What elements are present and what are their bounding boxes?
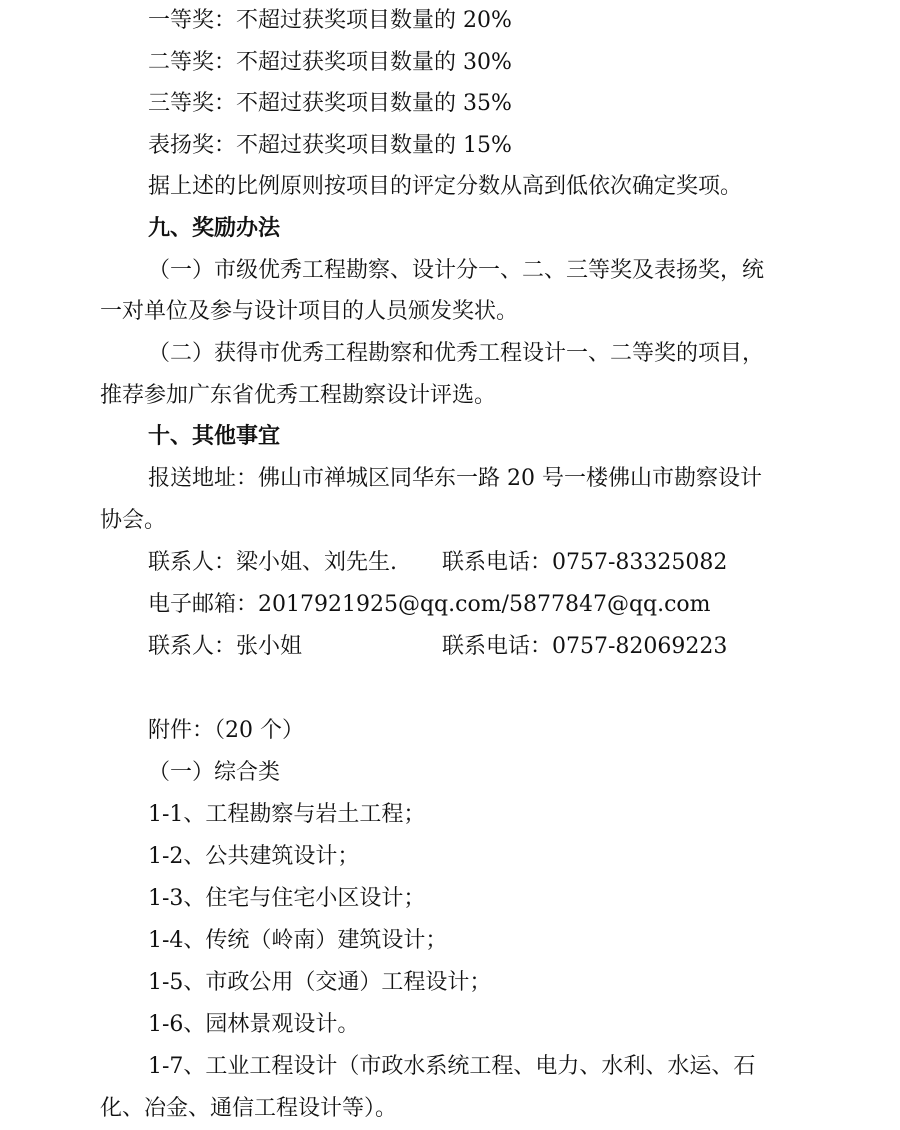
ratio-third-prize: 三等奖：不超过获奖项目数量的 35% [148,91,512,116]
section10-title: 十、其他事宜 [148,424,281,449]
ratio-commendation: 表扬奖：不超过获奖项目数量的 15% [148,133,512,158]
attachment-item-continuation: 化、冶金、通信工程设计等）。 [100,1096,398,1121]
ratio-note: 据上述的比例原则按项目的评定分数从高到低依次确定奖项。 [148,174,743,199]
attachment-item: 1-3、住宅与住宅小区设计； [148,886,426,911]
section9-p2-line1: （二）获得市优秀工程勘察和优秀工程设计一、二等奖的项目， [148,341,765,366]
section9-p1-line1: （一）市级优秀工程勘察、设计分一、二、三等奖及表扬奖，统 [148,258,765,283]
attachment-item: 1-6、园林景观设计。 [148,1012,360,1037]
contact2-name: 联系人：张小姐 [148,634,303,659]
ratio-second-prize: 二等奖：不超过获奖项目数量的 30% [148,50,512,75]
contact2-phone: 联系电话：0757-82069223 [442,634,728,659]
attachment-item: 1-7、工业工程设计（市政水系统工程、电力、水利、水运、石 [148,1054,756,1079]
email-line: 电子邮箱：2017921925@qq.com/5877847@qq.com [148,592,711,617]
attachment-item: 1-1、工程勘察与岩土工程； [148,802,426,827]
attachment-item: 1-4、传统（岭南）建筑设计； [148,928,448,953]
ratio-first-prize: 一等奖：不超过获奖项目数量的 20% [148,8,512,33]
attachment-item: 1-5、市政公用（交通）工程设计； [148,970,492,995]
attachments-category: （一）综合类 [148,760,281,785]
address-line2: 协会。 [100,508,167,533]
section9-p2-line2: 推荐参加广东省优秀工程勘察设计评选。 [100,383,497,408]
address-line1: 报送地址：佛山市禅城区同华东一路 20 号一楼佛山市勘察设计 [148,466,762,491]
contact1-name: 联系人：梁小姐、刘先生. [148,550,397,575]
section9-p1-line2: 一对单位及参与设计项目的人员颁发奖状。 [100,299,519,324]
attachments-title: 附件：（20 个） [148,718,304,743]
section9-title: 九、奖励办法 [148,216,281,241]
attachment-item: 1-2、公共建筑设计； [148,844,360,869]
contact1-phone: 联系电话：0757-83325082 [442,550,728,575]
